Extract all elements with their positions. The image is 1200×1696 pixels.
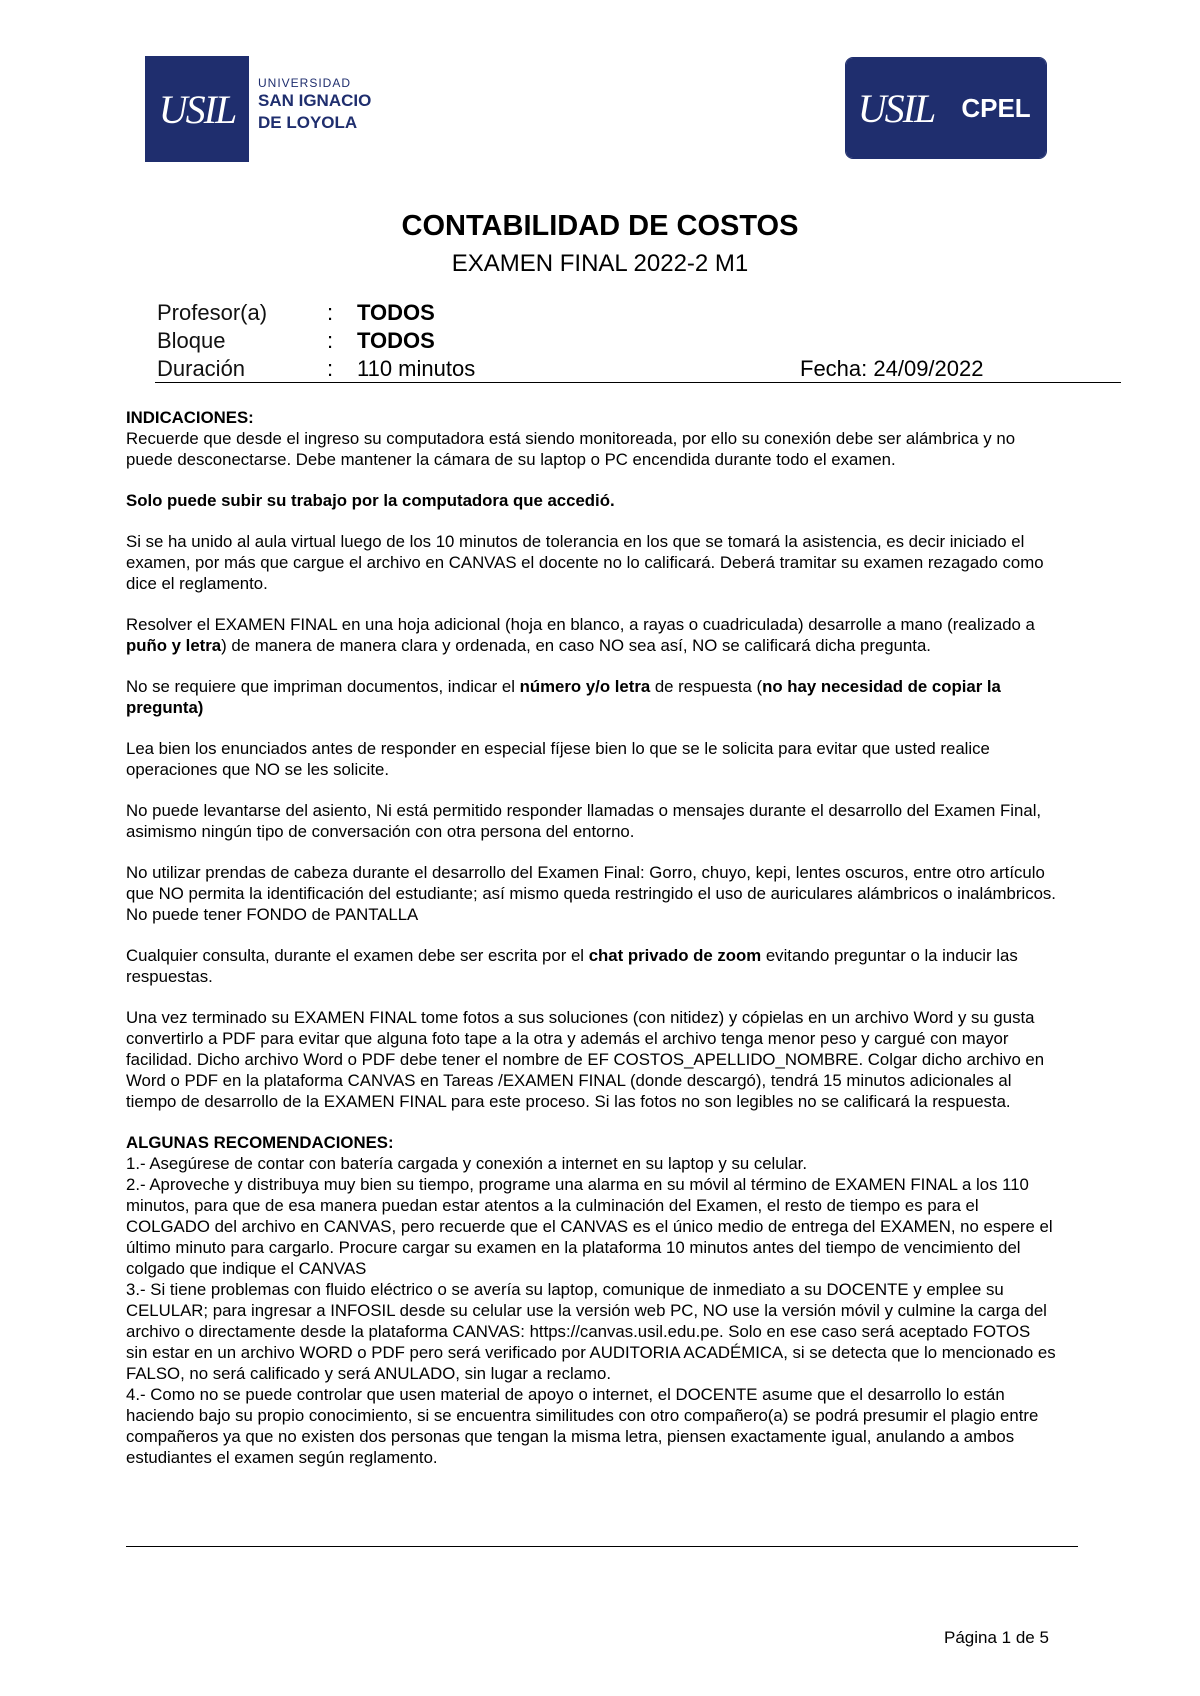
indicacion-1: Recuerde que desde el ingreso su computadora está siendo monitoreada, por ello su conexión debe ser alámbrica y no puede desconectarse. Debe mantener la cámara de su laptop o PC encendida durante todo el examen. (126, 429, 1016, 469)
usil-logo (145, 56, 249, 162)
content-end-divider (126, 1546, 1078, 1547)
page-subtitle: EXAMEN FINAL 2022-2 M1 (451, 250, 749, 277)
indicacion-9-bold: chat privado de zoom (588, 946, 762, 965)
meta-row-bloque (157, 328, 1120, 356)
indicacion-5-bold-end: no hay necesidad de copiar la pregunta) (126, 677, 1001, 717)
logo-universidad: UNIVERSIDAD (258, 76, 352, 90)
page-number: Página 1 de 5 (944, 1628, 1049, 1647)
indicacion-5-text: No se requiere que impriman documentos, indicar el (126, 677, 520, 696)
duracion-label: Duración (157, 356, 246, 381)
colon: : (327, 300, 334, 325)
cpel-label: CPEL (946, 58, 1046, 158)
meta-row-duracion (157, 356, 1120, 384)
usil-logo-text (258, 76, 371, 134)
indicaciones-heading: INDICACIONES: (126, 408, 254, 427)
indicacion-5-bold: número y/o letra (519, 677, 651, 696)
indicacion-7: No puede levantarse del asiento, Ni está permitido responder llamadas o mensajes durante el desarrollo del Examen Final, asimismo ningún tipo de conversación con otra persona del entorno. (126, 801, 1042, 841)
indicacion-4 (126, 614, 1056, 656)
meta-divider (155, 382, 1121, 383)
indicacion-6: Lea bien los enunciados antes de responder en especial fíjese bien lo que se le solicita para evitar que usted realice operaciones que NO se les solicite. (126, 739, 990, 779)
page-title: CONTABILIDAD DE COSTOS (401, 210, 799, 242)
cpel-logo-mark: USIL (857, 85, 935, 131)
bloque-label: Bloque (157, 328, 226, 353)
indicacion-4-bold: puño y letra (126, 636, 222, 655)
indicacion-2 (126, 490, 1056, 511)
recomendacion-1: 1.- Asegúrese de contar con batería cargada y conexión a internet en su laptop y su celular. (126, 1154, 807, 1173)
indicacion-8: No utilizar prendas de cabeza durante el desarrollo del Examen Final: Gorro, chuyo, kepi, lentes oscuros, entre otro artículo que NO permita la identificación del estudiante; así mismo queda restringido el uso de auriculares alámbricos o inalámbricos. No puede tener FONDO de PANTALLA (126, 863, 1056, 924)
recomendaciones-heading: ALGUNAS RECOMENDACIONES: (126, 1133, 394, 1152)
recomendacion-2: 2.- Aproveche y distribuya muy bien su tiempo, programe una alarma en su móvil al término de EXAMEN FINAL a los 110 minutos, para que de esa manera puedan estar atentos a la culminación del Examen, el resto de tiempo es para el COLGADO del archivo en CANVAS, pero recuerde que el CANVAS es el único medio de entrega del EXAMEN, no espere el último minuto para cargarlo. Procure cargar su examen en la plataforma 10 minutos antes del tiempo de vencimiento del colgado que indique el CANVAS (126, 1175, 1053, 1278)
meta-row-profesor (157, 300, 1120, 328)
logo-de-loyola: DE LOYOLA (258, 113, 358, 132)
indicacion-4-text: Resolver el EXAMEN FINAL en una hoja adicional (hoja en blanco, a rayas o cuadriculada) desarrolle a mano (realizado a (126, 615, 1035, 634)
indicacion-5 (126, 676, 1056, 718)
indicacion-5-text-mid: de respuesta ( (650, 677, 763, 696)
exam-meta (157, 300, 1120, 384)
bloque-value: TODOS (357, 328, 435, 353)
indicacion-10: Una vez terminado su EXAMEN FINAL tome fotos a sus soluciones (con nitidez) y cópielas en un archivo Word y su gusta convertirlo a PDF para evitar que alguna foto tape a la otra y además el archivo tenga menor peso y cargué con mayor facilidad. Dicho archivo Word o PDF debe tener el nombre de EF COSTOS_APELLIDO_NOMBRE. Colgar dicho archivo en Word o PDF en la plataforma CANVAS en Tareas /EXAMEN FINAL (donde descargó), tendrá 15 minutos adicionales al tiempo de desarrollo de la EXAMEN FINAL para este proceso. Si las fotos no son legibles no se calificará la respuesta. (126, 1008, 1045, 1111)
indicacion-9-text: Cualquier consulta, durante el examen debe ser escrita por el (126, 946, 589, 965)
usil-logo-mark: USIL (158, 86, 236, 132)
colon: : (327, 328, 334, 353)
colon: : (327, 356, 334, 381)
exam-instructions (126, 407, 1056, 1468)
profesor-label: Profesor(a) (157, 300, 268, 325)
indicacion-9-text-end: evitando preguntar o la inducir las respuestas. (126, 946, 1018, 986)
profesor-value: TODOS (357, 300, 435, 325)
recomendacion-4: 4.- Como no se puede controlar que usen material de apoyo o internet, el DOCENTE asume que el desarrollo lo están haciendo bajo su propio conocimiento, si se encuentra similitudes con otro compañero(a) se podrá presumir el plagio entre compañeros ya que no existen dos personas que tengan la misma letra, piensen exactamente igual, anulando a ambos estudiantes el examen según reglamento. (126, 1385, 1039, 1467)
logo-san-ignacio: SAN IGNACIO (258, 91, 372, 110)
indicacion-4-text-end: ) de manera de manera clara y ordenada, en caso NO sea así, NO se calificará dicha pregunta. (221, 636, 931, 655)
exam-date: Fecha: 24/09/2022 (800, 356, 984, 381)
duracion-value: 110 minutos (357, 356, 476, 381)
recomendacion-3: 3.- Si tiene problemas con fluido eléctrico o se avería su laptop, comunique de inmediato a su DOCENTE y emplee su CELULAR; para ingresar a INFOSIL desde su celular use la versión web PC, NO use la versión móvil y culmine la carga del archivo o directamente desde la plataforma CANVAS: https://canvas.usil.edu.pe. Solo en ese caso será aceptado FOTOS sin estar en un archivo WORD o PDF pero será verificado por AUDITORIA ACADÉMICA, si se detecta que lo mencionado es FALSO, no será calificado y será ANULADO, sin lugar a reclamo. (126, 1280, 1056, 1383)
indicacion-9 (126, 945, 1056, 987)
cpel-logo (845, 57, 1047, 159)
indicacion-3: Si se ha unido al aula virtual luego de los 10 minutos de tolerancia en los que se tomará la asistencia, es decir iniciado el examen, por más que cargue el archivo en CANVAS el docente no lo calificará. Deberá tramitar su examen rezagado como dice el reglamento. (126, 532, 1044, 593)
indicacion-2-bold: Solo puede subir su trabajo por la computadora que accedió. (126, 491, 615, 510)
